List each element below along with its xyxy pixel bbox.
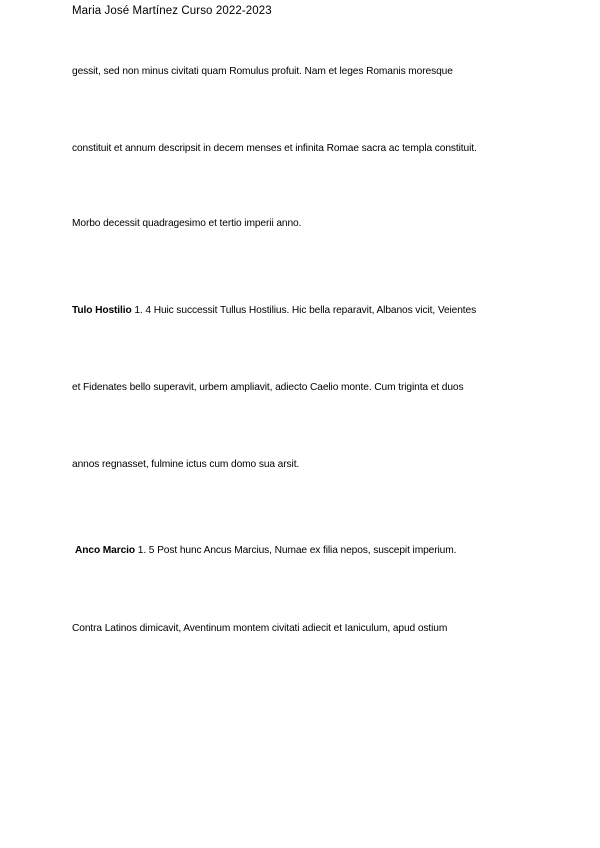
section-heading-anco-marcio: Anco Marcio (75, 545, 136, 556)
text-line-with-heading (75, 545, 456, 556)
section-heading-tulo-hostilio: Tulo Hostilio (72, 305, 132, 316)
text-line: annos regnasset, fulmine ictus cum domo sua arsit. (72, 459, 300, 470)
text-line: et Fidenates bello superavit, urbem ampliavit, adiecto Caelio monte. Cum triginta et duos (72, 382, 464, 393)
text-line-with-heading (72, 305, 476, 316)
page-header: Maria José Martínez Curso 2022-2023 (72, 5, 272, 17)
text-line: constituit et annum descripsit in decem menses et infinita Romae sacra ac templa constituit. (72, 143, 477, 154)
text-line: gessit, sed non minus civitati quam Romulus profuit. Nam et leges Romanis moresque (72, 66, 453, 77)
section-text: 1. 5 Post hunc Ancus Marcius, Numae ex filia nepos, suscepit imperium. (135, 545, 457, 556)
section-text: 1. 4 Huic successit Tullus Hostilius. Hic bella reparavit, Albanos vicit, Veientes (131, 305, 477, 316)
text-line: Morbo decessit quadragesimo et tertio imperii anno. (72, 218, 302, 229)
text-line: Contra Latinos dimicavit, Aventinum montem civitati adiecit et Ianiculum, apud ostium (72, 623, 448, 634)
